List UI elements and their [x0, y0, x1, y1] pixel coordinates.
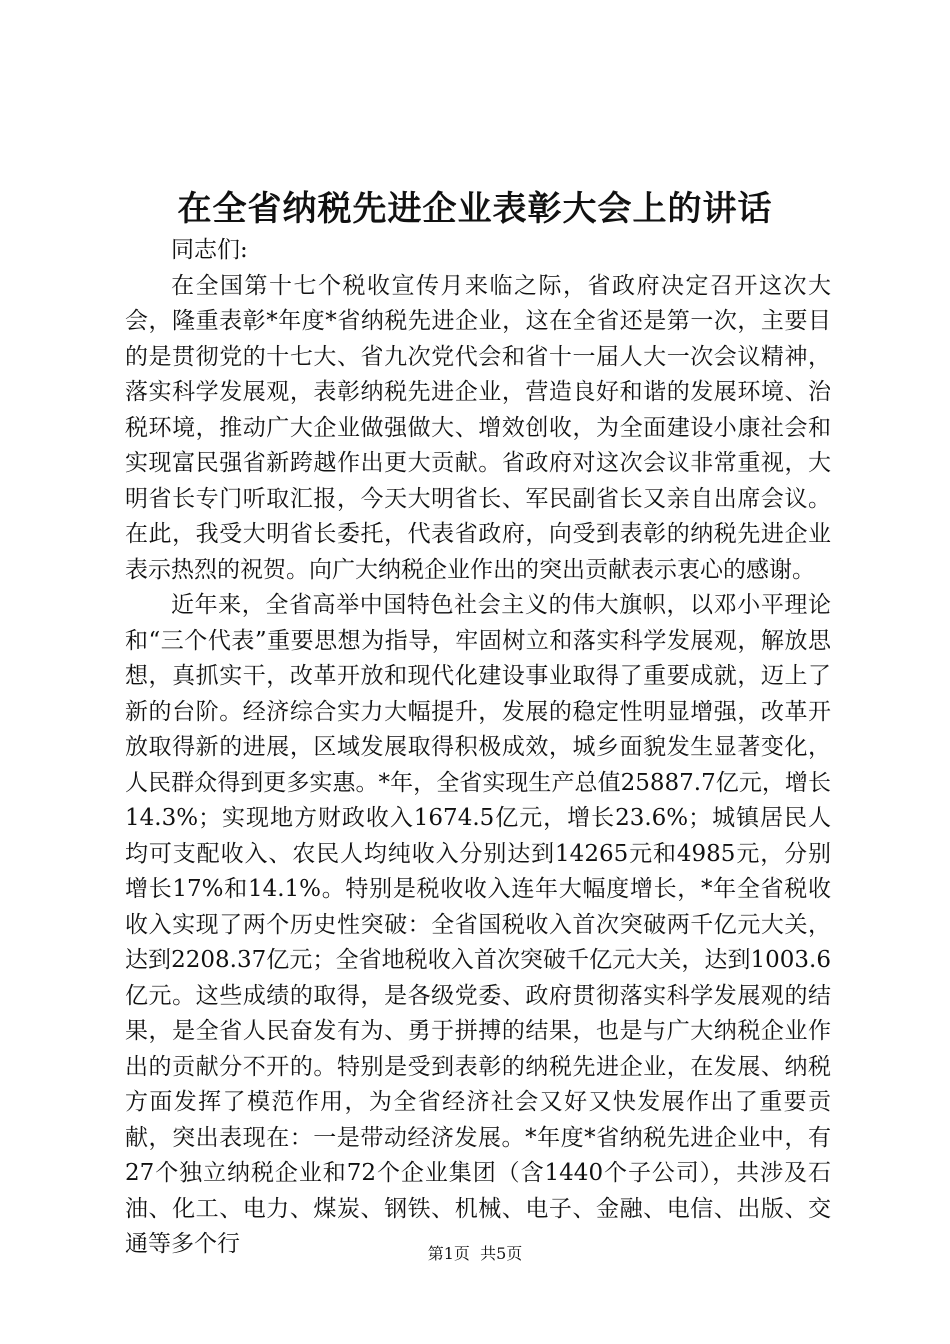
page-number: 第1页 [427, 1244, 470, 1263]
page-footer [0, 1242, 950, 1266]
salutation: 同志们: [171, 237, 248, 263]
paragraph-1: 在全国第十七个税收宣传月来临之际，省政府决定召开这次大会，隆重表彰*年度*省纳税先进企业，这在全省还是第一次，主要目的是贯彻党的十七大、省九次党代会和省十一届人大一次会议精神，落实科学发展观，表彰纳税先进企业，营造良好和谐的发展环境、治税环境，推动广大企业做强做大、增效创收，为全面建设小康社会和实现富民强省新跨越作出更大贡献。省政府对这次会议非常重视，大明省长专门听取汇报，今天大明省长、军民副省长又亲自出席会议。在此，我受大明省长委托，代表省政府，向受到表彰的纳税先进企业表示热烈的祝贺。向广大纳税企业作出的突出贡献表示衷心的感谢。 [125, 272, 831, 583]
document-body [125, 233, 831, 1263]
document-title: 在全省纳税先进企业表彰大会上的讲话 [177, 189, 773, 229]
paragraph-2: 近年来，全省高举中国特色社会主义的伟大旗帜，以邓小平理论和“三个代表”重要思想为指导，牢固树立和落实科学发展观，解放思想，真抓实干，改革开放和现代化建设事业取得了重要成就，迈上了新的台阶。经济综合实力大幅提升，发展的稳定性明显增强，改革开放取得新的进展，区域发展取得积极成效，城乡面貌发生显著变化，人民群众得到更多实惠。*年，全省实现生产总值25887.7亿元，增长14.3%；实现地方财政收入1674.5亿元，增长23.6%；城镇居民人均可支配收入、农民人均纯收入分别达到14265元和4985元，分别增长17%和14.1%。特别是税收收入连年大幅度增长，*年全省税收收入实现了两个历史性突破：全省国税收入首次突破两千亿元大关，达到2208.37亿元；全省地税收入首次突破千亿元大关，达到1003.6亿元。这些成绩的取得，是各级党委、政府贯彻落实科学发展观的结果，是全省人民奋发有为、勇于拼搏的结果，也是与广大纳税企业作出的贡献分不开的。特别是受到表彰的纳税先进企业，在发展、纳税方面发挥了模范作用，为全省经济社会又好又快发展作出了重要贡献，突出表现在：一是带动经济发展。*年度*省纳税先进企业中，有27个独立纳税企业和72个企业集团（含1440个子公司），共涉及石油、化工、电力、煤炭、钢铁、机械、电子、金融、电信、出版、交通等多个行 [125, 592, 831, 1257]
page-total: 共5页 [480, 1244, 523, 1263]
